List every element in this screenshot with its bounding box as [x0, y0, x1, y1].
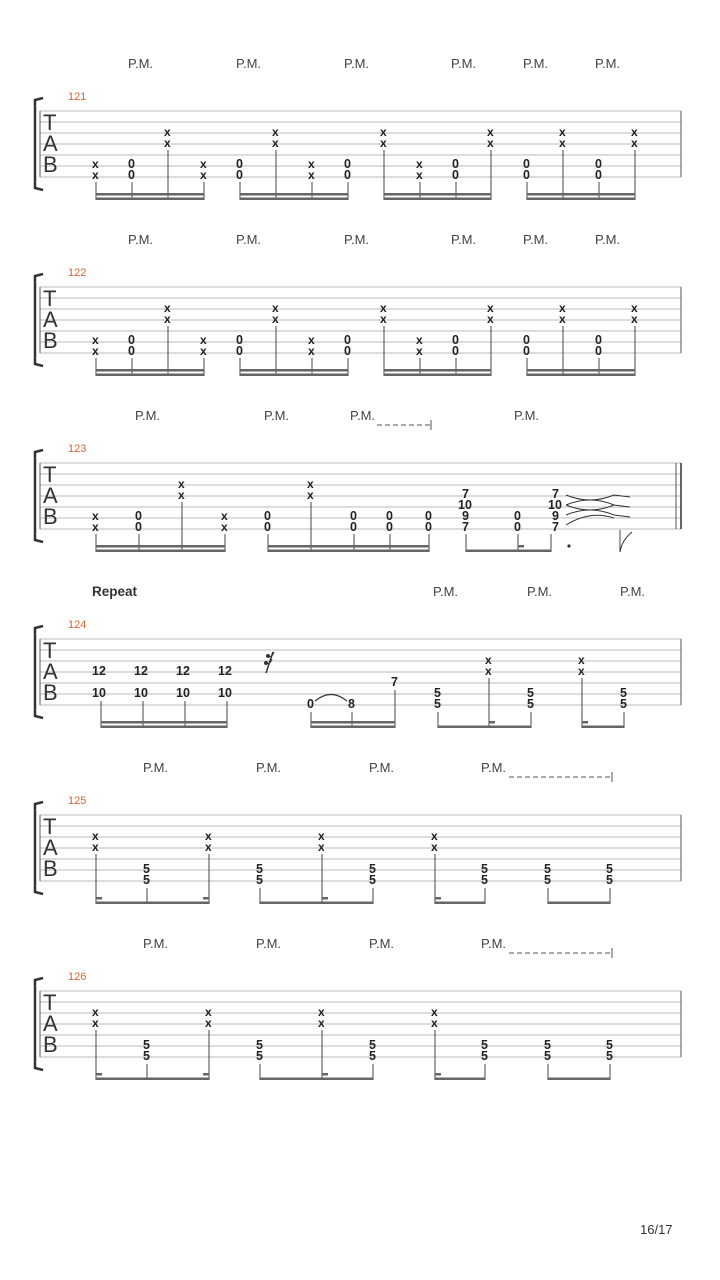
svg-text:5: 5 — [544, 873, 551, 887]
svg-text:x: x — [205, 829, 212, 843]
svg-text:x: x — [272, 301, 279, 315]
svg-text:0: 0 — [236, 344, 243, 358]
tab-system — [35, 56, 681, 200]
svg-text:7: 7 — [391, 675, 398, 689]
notes — [92, 829, 613, 887]
svg-text:x: x — [308, 168, 315, 182]
palm-mute-label: P.M. — [451, 232, 477, 247]
svg-text:5: 5 — [481, 1038, 488, 1052]
tab-clef-a: A — [43, 307, 58, 332]
tab-system — [35, 760, 681, 904]
svg-text:x: x — [178, 488, 185, 502]
slide-out-marks — [566, 495, 630, 525]
svg-text:5: 5 — [606, 862, 613, 876]
svg-text:10: 10 — [458, 498, 472, 512]
palm-mute-label: P.M. — [143, 936, 169, 951]
palm-mute-label: P.M. — [350, 408, 376, 423]
palm-mute-label: P.M. — [344, 56, 370, 71]
tab-clef-b: B — [43, 504, 58, 529]
flag — [620, 532, 632, 552]
svg-text:5: 5 — [620, 686, 627, 700]
svg-text:0: 0 — [344, 344, 351, 358]
svg-text:0: 0 — [452, 333, 459, 347]
svg-text:0: 0 — [523, 344, 530, 358]
svg-text:x: x — [380, 301, 387, 315]
svg-text:x: x — [307, 477, 314, 491]
svg-text:x: x — [200, 168, 207, 182]
svg-text:x: x — [200, 344, 207, 358]
dot — [567, 544, 570, 547]
beams — [96, 897, 610, 904]
svg-text:x: x — [272, 312, 279, 326]
svg-text:0: 0 — [344, 333, 351, 347]
svg-text:0: 0 — [523, 333, 530, 347]
svg-text:7: 7 — [462, 487, 469, 501]
svg-text:5: 5 — [481, 862, 488, 876]
svg-text:9: 9 — [552, 509, 559, 523]
palm-mute-label: P.M. — [344, 232, 370, 247]
svg-text:0: 0 — [350, 520, 357, 534]
svg-text:5: 5 — [143, 862, 150, 876]
palm-mute-label: P.M. — [369, 760, 395, 775]
svg-text:7: 7 — [462, 520, 469, 534]
svg-text:x: x — [431, 1016, 438, 1030]
svg-text:x: x — [487, 312, 494, 326]
svg-text:5: 5 — [143, 1038, 150, 1052]
svg-text:x: x — [485, 653, 492, 667]
palm-mute-label: P.M. — [236, 232, 262, 247]
svg-text:0: 0 — [595, 344, 602, 358]
svg-text:x: x — [308, 344, 315, 358]
svg-text:x: x — [164, 312, 171, 326]
palm-mute-label: P.M. — [369, 936, 395, 951]
svg-text:x: x — [164, 125, 171, 139]
svg-text:x: x — [272, 125, 279, 139]
svg-text:x: x — [318, 840, 325, 854]
svg-text:x: x — [272, 136, 279, 150]
palm-mute-label: P.M. — [128, 232, 154, 247]
tab-system — [35, 584, 681, 728]
notes — [92, 477, 562, 534]
svg-text:0: 0 — [236, 333, 243, 347]
svg-text:0: 0 — [128, 157, 135, 171]
svg-text:x: x — [559, 312, 566, 326]
svg-text:0: 0 — [595, 157, 602, 171]
svg-text:7: 7 — [552, 520, 559, 534]
svg-text:x: x — [578, 664, 585, 678]
beams — [96, 545, 551, 552]
svg-text:x: x — [92, 829, 99, 843]
svg-text:0: 0 — [344, 157, 351, 171]
svg-text:x: x — [416, 333, 423, 347]
svg-text:5: 5 — [256, 1049, 263, 1063]
svg-text:9: 9 — [462, 509, 469, 523]
svg-text:x: x — [307, 488, 314, 502]
palm-mute-label: P.M. — [481, 936, 507, 951]
svg-text:x: x — [578, 653, 585, 667]
svg-text:x: x — [308, 157, 315, 171]
stems — [96, 326, 635, 376]
palm-mute-label: P.M. — [256, 936, 282, 951]
svg-text:5: 5 — [544, 1038, 551, 1052]
stems — [96, 854, 610, 904]
tab-staff-lines — [40, 287, 681, 353]
svg-text:5: 5 — [606, 1038, 613, 1052]
svg-text:7: 7 — [552, 487, 559, 501]
svg-text:0: 0 — [264, 520, 271, 534]
tab-clef-a: A — [43, 483, 58, 508]
svg-text:0: 0 — [128, 333, 135, 347]
svg-text:5: 5 — [143, 873, 150, 887]
svg-text:x: x — [487, 125, 494, 139]
tab-clef-t: T — [43, 814, 57, 839]
svg-text:8: 8 — [348, 697, 355, 711]
svg-text:5: 5 — [606, 1049, 613, 1063]
palm-mute-label: P.M. — [256, 760, 282, 775]
svg-text:0: 0 — [344, 168, 351, 182]
svg-text:0: 0 — [514, 509, 521, 523]
svg-text:5: 5 — [434, 686, 441, 700]
palm-mute-label: P.M. — [595, 56, 621, 71]
palm-mute-label: P.M. — [527, 584, 553, 599]
svg-text:0: 0 — [452, 344, 459, 358]
svg-text:x: x — [92, 509, 99, 523]
beams — [96, 1073, 610, 1080]
svg-text:5: 5 — [369, 862, 376, 876]
svg-text:0: 0 — [236, 168, 243, 182]
svg-text:x: x — [178, 477, 185, 491]
svg-text:x: x — [487, 301, 494, 315]
bar-number: 122 — [68, 267, 87, 279]
tab-clef-t: T — [43, 990, 57, 1015]
svg-text:0: 0 — [264, 509, 271, 523]
stems — [96, 502, 620, 552]
svg-text:5: 5 — [481, 1049, 488, 1063]
svg-text:5: 5 — [620, 697, 627, 711]
tab-clef-b: B — [43, 680, 58, 705]
tab-clef-a: A — [43, 659, 58, 684]
palm-mute-label: P.M. — [433, 584, 459, 599]
svg-text:x: x — [431, 840, 438, 854]
beams — [101, 721, 624, 728]
svg-text:5: 5 — [143, 1049, 150, 1063]
svg-text:5: 5 — [434, 697, 441, 711]
svg-text:x: x — [205, 840, 212, 854]
svg-text:5: 5 — [256, 862, 263, 876]
palm-mute-label: P.M. — [143, 760, 169, 775]
svg-text:x: x — [631, 301, 638, 315]
svg-text:10: 10 — [92, 686, 106, 700]
svg-text:0: 0 — [452, 157, 459, 171]
bar-number: 124 — [68, 619, 87, 631]
notes — [92, 301, 638, 358]
svg-text:5: 5 — [544, 862, 551, 876]
bar-number: 121 — [68, 91, 87, 103]
svg-text:x: x — [431, 1005, 438, 1019]
bar-number: 126 — [68, 971, 87, 983]
notes — [92, 1005, 613, 1063]
tab-system — [35, 408, 681, 552]
svg-text:x: x — [164, 301, 171, 315]
svg-text:x: x — [416, 157, 423, 171]
notes — [92, 653, 627, 711]
sixteenth-rest — [264, 652, 274, 673]
svg-text:5: 5 — [256, 1038, 263, 1052]
svg-text:5: 5 — [369, 1038, 376, 1052]
svg-text:10: 10 — [548, 498, 562, 512]
tab-clef-b: B — [43, 1032, 58, 1057]
tab-clef-b: B — [43, 152, 58, 177]
svg-text:x: x — [92, 168, 99, 182]
palm-mute-label: P.M. — [128, 56, 154, 71]
svg-text:x: x — [200, 333, 207, 347]
svg-text:0: 0 — [523, 168, 530, 182]
svg-text:x: x — [431, 829, 438, 843]
svg-text:x: x — [164, 136, 171, 150]
svg-text:0: 0 — [386, 509, 393, 523]
palm-mute-label: P.M. — [236, 56, 262, 71]
tab-clef-t: T — [43, 110, 57, 135]
svg-text:5: 5 — [481, 873, 488, 887]
svg-text:5: 5 — [369, 1049, 376, 1063]
svg-text:0: 0 — [135, 520, 142, 534]
svg-text:x: x — [92, 1005, 99, 1019]
svg-text:5: 5 — [527, 697, 534, 711]
tab-clef-t: T — [43, 638, 57, 663]
tab-clef-t: T — [43, 286, 57, 311]
tab-system — [35, 936, 681, 1080]
palm-mute-label: P.M. — [595, 232, 621, 247]
svg-text:x: x — [92, 333, 99, 347]
svg-text:0: 0 — [307, 697, 314, 711]
svg-text:0: 0 — [350, 509, 357, 523]
svg-text:12: 12 — [92, 664, 106, 678]
svg-text:x: x — [318, 1016, 325, 1030]
svg-text:5: 5 — [256, 873, 263, 887]
svg-text:x: x — [380, 125, 387, 139]
svg-text:x: x — [380, 136, 387, 150]
tab-staff-lines — [40, 815, 681, 881]
svg-text:0: 0 — [595, 168, 602, 182]
tab-clef-a: A — [43, 1011, 58, 1036]
palm-mute-label: P.M. — [620, 584, 646, 599]
svg-text:x: x — [631, 312, 638, 326]
stems — [96, 1030, 610, 1080]
svg-text:0: 0 — [523, 157, 530, 171]
svg-text:x: x — [559, 301, 566, 315]
svg-text:x: x — [92, 344, 99, 358]
beams — [96, 369, 635, 376]
svg-text:x: x — [308, 333, 315, 347]
palm-mute-label: P.M. — [523, 232, 549, 247]
repeat-annotation: Repeat — [92, 584, 138, 599]
svg-text:x: x — [205, 1005, 212, 1019]
palm-mute-label: P.M. — [264, 408, 290, 423]
stems — [96, 150, 635, 200]
svg-text:5: 5 — [544, 1049, 551, 1063]
tab-clef-a: A — [43, 131, 58, 156]
svg-text:x: x — [318, 1005, 325, 1019]
svg-text:x: x — [92, 157, 99, 171]
svg-text:x: x — [487, 136, 494, 150]
svg-text:x: x — [559, 136, 566, 150]
svg-text:0: 0 — [236, 157, 243, 171]
tab-staff-lines — [40, 111, 681, 177]
svg-text:0: 0 — [128, 168, 135, 182]
notes — [92, 125, 638, 182]
svg-text:x: x — [205, 1016, 212, 1030]
svg-text:0: 0 — [425, 520, 432, 534]
svg-text:10: 10 — [218, 686, 232, 700]
svg-text:x: x — [318, 829, 325, 843]
svg-text:5: 5 — [606, 873, 613, 887]
svg-text:x: x — [631, 136, 638, 150]
palm-mute-label: P.M. — [135, 408, 161, 423]
svg-text:x: x — [92, 520, 99, 534]
palm-mute-label: P.M. — [451, 56, 477, 71]
tab-system — [35, 232, 681, 376]
svg-text:12: 12 — [218, 664, 232, 678]
svg-text:12: 12 — [134, 664, 148, 678]
svg-text:10: 10 — [176, 686, 190, 700]
palm-mute-label: P.M. — [514, 408, 540, 423]
svg-text:0: 0 — [135, 509, 142, 523]
tie — [315, 695, 347, 702]
svg-text:x: x — [92, 840, 99, 854]
svg-text:x: x — [416, 344, 423, 358]
tab-staff-lines — [40, 991, 681, 1057]
svg-text:0: 0 — [128, 344, 135, 358]
svg-text:x: x — [221, 520, 228, 534]
bar-number: 123 — [68, 443, 87, 455]
svg-text:x: x — [380, 312, 387, 326]
svg-text:12: 12 — [176, 664, 190, 678]
svg-text:0: 0 — [514, 520, 521, 534]
beams — [96, 193, 635, 200]
page-number: 16/17 — [640, 1222, 673, 1237]
palm-mute-label: P.M. — [523, 56, 549, 71]
tab-clef-b: B — [43, 856, 58, 881]
svg-text:x: x — [631, 125, 638, 139]
svg-text:10: 10 — [134, 686, 148, 700]
tab-clef-b: B — [43, 328, 58, 353]
bar-number: 125 — [68, 795, 87, 807]
svg-text:x: x — [221, 509, 228, 523]
svg-text:x: x — [559, 125, 566, 139]
svg-text:0: 0 — [452, 168, 459, 182]
svg-text:x: x — [200, 157, 207, 171]
svg-text:0: 0 — [425, 509, 432, 523]
svg-text:x: x — [416, 168, 423, 182]
svg-text:5: 5 — [527, 686, 534, 700]
svg-text:x: x — [485, 664, 492, 678]
svg-text:x: x — [92, 1016, 99, 1030]
tab-clef-a: A — [43, 835, 58, 860]
svg-text:0: 0 — [386, 520, 393, 534]
tab-clef-t: T — [43, 462, 57, 487]
svg-text:0: 0 — [595, 333, 602, 347]
palm-mute-label: P.M. — [481, 760, 507, 775]
svg-text:5: 5 — [369, 873, 376, 887]
